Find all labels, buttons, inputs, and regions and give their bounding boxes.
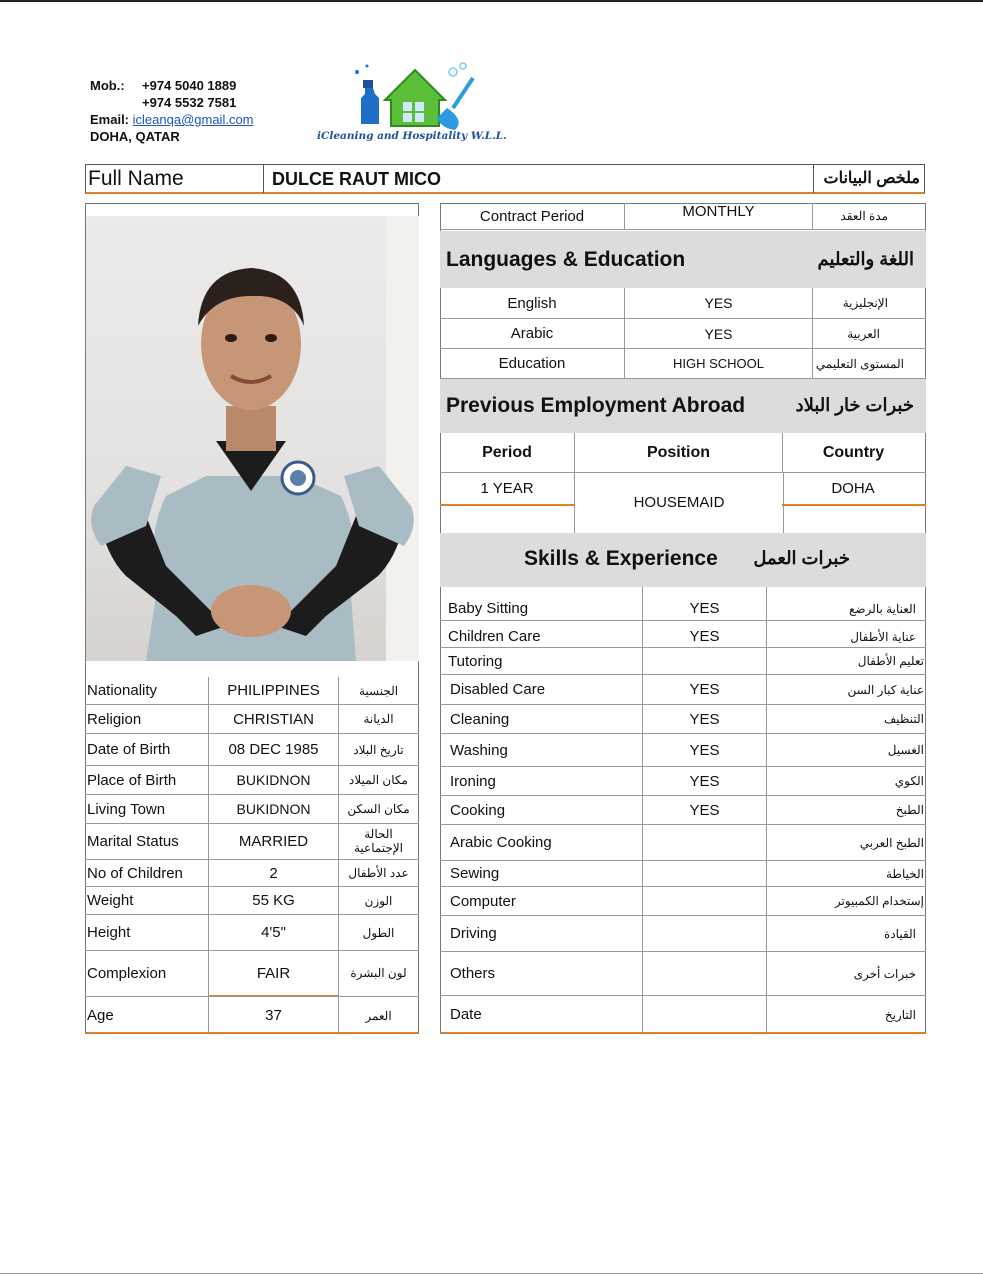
phone-1: +974 5040 1889: [142, 78, 237, 93]
full-name-value: DULCE RAUT MICO: [264, 165, 814, 193]
skill-label-ar: التنظيف: [766, 705, 924, 733]
row-label: Arabic: [510, 325, 554, 342]
divider: [440, 504, 574, 506]
skill-label: Cleaning: [450, 711, 510, 728]
employment-title: Previous Employment Abroad: [446, 394, 746, 417]
skill-value: YES: [642, 767, 766, 795]
row-value: YES: [624, 319, 812, 348]
employment-position: HOUSEMAID: [574, 473, 784, 533]
email-label: Email:: [90, 112, 130, 127]
row-label: English: [507, 295, 557, 312]
person-photo-icon: [86, 216, 419, 661]
languages-title: Languages & Education: [446, 248, 686, 271]
contract-row: [440, 203, 926, 230]
row-label: Place of Birth: [87, 772, 177, 789]
skill-label-ar: الكوي: [766, 767, 924, 795]
skill-label: Cooking: [450, 802, 506, 819]
table-row: [440, 288, 926, 319]
row-label-ar: تاريخ البلاد: [353, 743, 404, 757]
skill-label-ar: التاريخ: [766, 996, 924, 1034]
company-name: iCleaning and Hospitality W.L.L.: [317, 130, 507, 142]
row-label-ar: عدد الأطفال: [348, 866, 409, 880]
row-label: Education: [498, 355, 566, 372]
table-row: [440, 767, 926, 796]
skill-label-ar: عناية الأطفال: [766, 621, 924, 647]
row-label-ar: مكان الميلاد: [349, 773, 408, 787]
skill-value: YES: [642, 796, 766, 824]
skill-label: Disabled Care: [450, 681, 546, 698]
languages-section-header: [440, 231, 926, 288]
skills-section-header: [440, 533, 926, 587]
row-label-ar: المستوى التعليمي: [812, 349, 924, 378]
skill-label: Washing: [450, 742, 508, 759]
row-label-ar: مكان السكن: [347, 802, 410, 816]
skill-label: Baby Sitting: [448, 600, 529, 617]
row-label-ar: العربية: [812, 319, 924, 348]
skill-label-ar: القيادة: [766, 916, 924, 951]
employment-title-ar: خبرات خار البلاد: [795, 395, 914, 415]
row-value: 2: [208, 860, 339, 886]
col-period: Period: [482, 444, 532, 461]
bottom-border: [0, 1273, 983, 1274]
row-label: Religion: [87, 711, 142, 728]
skill-label-ar: الغسيل: [766, 734, 924, 766]
table-row: [440, 825, 926, 861]
table-row: [440, 349, 926, 379]
row-value: YES: [624, 288, 812, 318]
row-label: Date of Birth: [87, 741, 171, 758]
col-position: Position: [574, 433, 782, 472]
house-logo-icon: [345, 58, 495, 133]
row-label-ar: الحالة الإجتماعية: [353, 827, 404, 855]
row-label: Height: [87, 924, 131, 941]
row-value: 08 DEC 1985: [208, 734, 339, 765]
top-border: [0, 0, 983, 2]
table-row: [440, 319, 926, 349]
table-row: [440, 621, 926, 648]
contract-value: MONTHLY: [624, 203, 812, 229]
skill-label-ar: تعليم الأطفال: [766, 648, 924, 674]
employment-row: [440, 473, 926, 533]
skill-value: YES: [642, 734, 766, 766]
skill-label-ar: إستخدام الكمبيوتر: [766, 887, 924, 915]
table-row: [440, 705, 926, 734]
skill-label: Driving: [450, 925, 497, 942]
divider: [782, 504, 926, 506]
row-value: FAIR: [208, 951, 339, 996]
skill-label-ar: عناية كبار السن: [766, 675, 924, 704]
skill-label: Arabic Cooking: [450, 834, 552, 851]
name-bar: [85, 164, 925, 194]
employment-period: 1 YEAR: [480, 480, 534, 497]
row-label: Nationality: [87, 682, 158, 699]
skill-value: YES: [642, 621, 766, 647]
row-value: PHILIPPINES: [208, 677, 339, 704]
table-row: [85, 860, 419, 887]
skill-label-ar: الطبخ العربي: [766, 825, 924, 860]
skills-title-ar: خبرات العمل: [753, 548, 850, 568]
row-label: Age: [87, 1007, 114, 1024]
skill-label: Date: [450, 1006, 482, 1023]
table-row: [440, 796, 926, 825]
table-row: [85, 887, 419, 915]
skill-value: [642, 952, 766, 995]
row-label: Marital Status: [87, 833, 179, 850]
employment-header-row: [440, 433, 926, 473]
full-name-label: Full Name: [86, 165, 264, 193]
table-row: [440, 952, 926, 996]
skill-label-ar: الطبخ: [766, 796, 924, 824]
skill-value: YES: [642, 705, 766, 733]
skill-value: YES: [642, 587, 766, 620]
table-row: [85, 734, 419, 766]
skill-value: [642, 825, 766, 860]
skill-label: Sewing: [450, 865, 500, 882]
row-value: CHRISTIAN: [208, 705, 339, 733]
contract-label: Contract Period: [479, 208, 585, 225]
location: DOHA, QATAR: [90, 129, 180, 144]
table-row: [440, 887, 926, 916]
table-row: [85, 915, 419, 951]
skill-value: [642, 648, 766, 674]
table-row: [440, 996, 926, 1034]
col-country: Country: [782, 433, 924, 472]
row-label: Complexion: [87, 965, 167, 982]
row-label-ar: الديانة: [363, 712, 394, 726]
row-value: HIGH SCHOOL: [624, 349, 812, 378]
summary-label-ar: ملخص البيانات: [823, 170, 920, 187]
row-label-ar: الجنسية: [358, 684, 399, 698]
skill-value: [642, 916, 766, 951]
skill-label-ar: خبرات أخرى: [766, 952, 924, 995]
skill-value: YES: [642, 675, 766, 704]
mob-label: Mob.:: [90, 78, 125, 93]
table-row: [85, 951, 419, 996]
row-label: Weight: [87, 892, 134, 909]
skill-label: Computer: [450, 893, 516, 910]
row-label-ar: العمر: [365, 1009, 392, 1023]
row-label-ar: الطول: [362, 926, 395, 940]
row-label-ar: الوزن: [364, 894, 393, 908]
skill-label: Tutoring: [448, 653, 503, 670]
skill-label-ar: الخياطة: [766, 861, 924, 886]
skill-value: [642, 861, 766, 886]
skills-title: Skills & Experience: [524, 547, 718, 570]
table-row: [440, 675, 926, 705]
table-row: [85, 677, 419, 705]
table-row: [85, 766, 419, 795]
row-value: BUKIDNON: [208, 766, 339, 794]
table-row: [85, 795, 419, 824]
skill-label-ar: العناية بالرضع: [766, 587, 924, 620]
row-value: BUKIDNON: [208, 795, 339, 823]
table-row: [440, 861, 926, 887]
table-row: [440, 648, 926, 675]
table-row: [85, 996, 419, 1034]
employment-section-header: [440, 379, 926, 433]
row-value: 37: [208, 997, 339, 1034]
row-label: Living Town: [87, 801, 166, 818]
table-row: [440, 734, 926, 767]
row-value: 55 KG: [208, 887, 339, 914]
skill-value: [642, 996, 766, 1034]
email-link[interactable]: icleanqa@gmail.com: [132, 112, 254, 127]
row-label: No of Children: [87, 865, 183, 882]
row-label-ar: لون البشرة: [350, 966, 407, 980]
skill-value: [642, 887, 766, 915]
contact-block: [90, 77, 254, 145]
languages-title-ar: اللغة والتعليم: [817, 249, 914, 269]
table-row: [440, 916, 926, 952]
company-logo: [317, 58, 507, 150]
contract-label-ar: مدة العقد: [812, 203, 924, 229]
candidate-photo: [86, 216, 419, 661]
table-row: [85, 824, 419, 860]
employment-country: DOHA: [831, 480, 875, 497]
skill-label: Children Care: [448, 628, 541, 645]
phone-2: +974 5532 7581: [142, 95, 237, 110]
row-value: 4'5": [208, 915, 339, 950]
skill-label: Others: [450, 965, 496, 982]
skill-label: Ironing: [450, 773, 496, 790]
table-row: [85, 705, 419, 734]
row-label-ar: الإنجليزية: [812, 288, 924, 318]
table-row: [440, 587, 926, 621]
row-value: MARRIED: [208, 824, 339, 859]
